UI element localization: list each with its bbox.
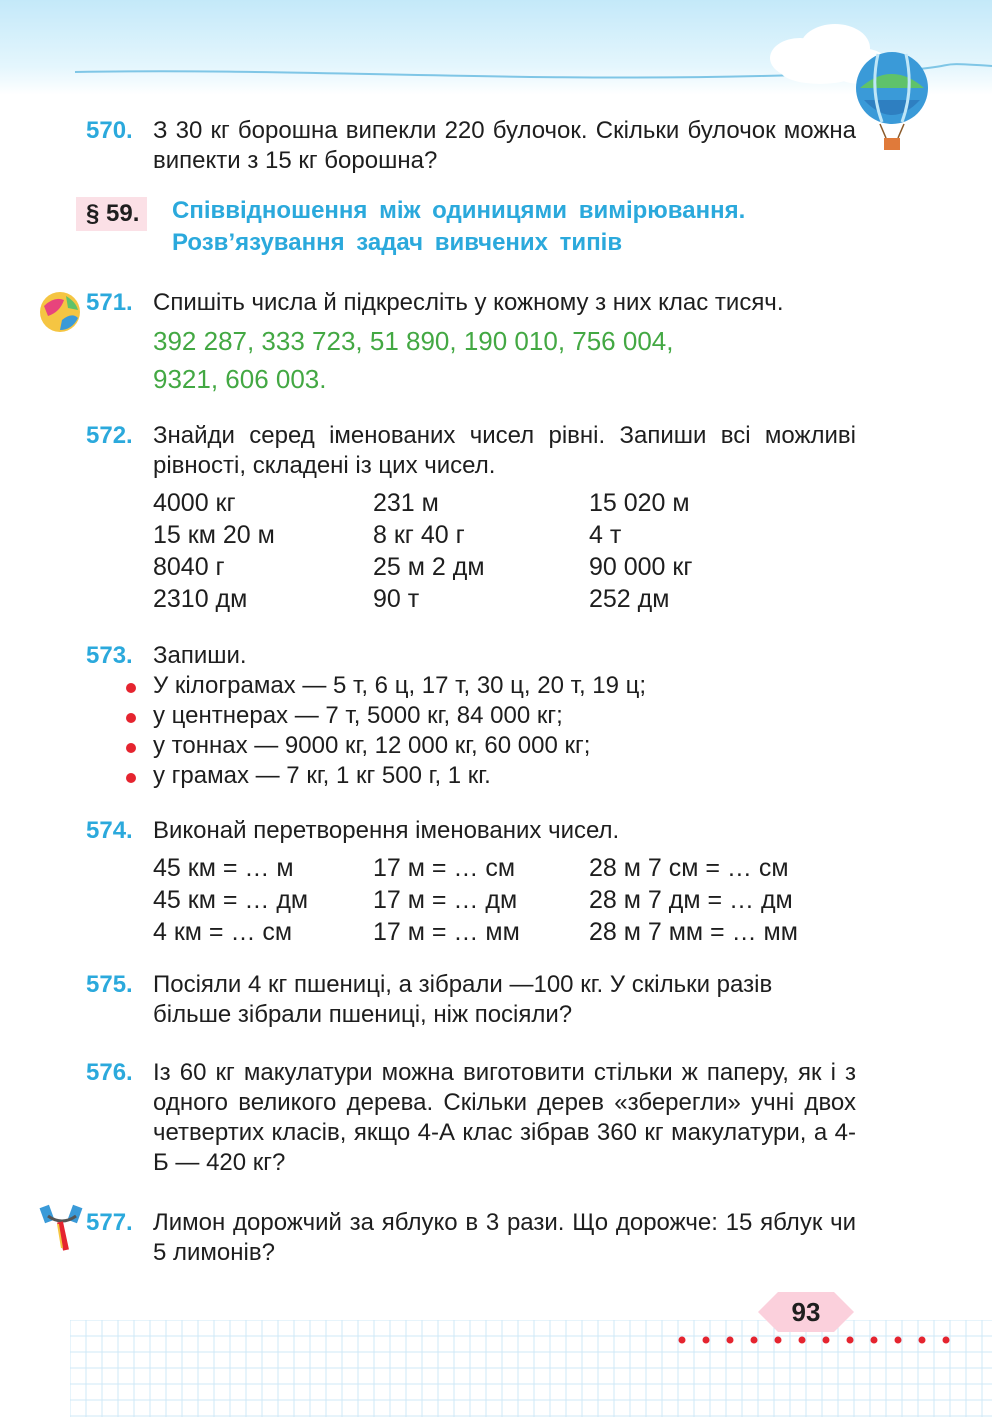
problem-577 bbox=[86, 1208, 856, 1268]
section-title-line2: Розв’язування задач вивчених типів bbox=[172, 229, 623, 256]
table-cell: 45 км = … дм bbox=[153, 886, 309, 914]
problem-575 bbox=[86, 970, 856, 1030]
section-header bbox=[76, 195, 876, 259]
globe-icon bbox=[38, 290, 82, 334]
problem-text: Лимон дорожчий за яблуко в 3 рази. Що дорожче: 15 яблук чи 5 лимонів? bbox=[153, 1209, 856, 1266]
grid-background bbox=[70, 1320, 992, 1417]
problem-574 bbox=[86, 816, 856, 948]
table-cell: 15 км 20 м bbox=[153, 521, 275, 549]
list-item bbox=[126, 761, 856, 791]
table-cell: 25 м 2 дм bbox=[373, 553, 485, 581]
quantities-table bbox=[153, 487, 856, 615]
bullet-icon bbox=[126, 713, 136, 723]
table-cell: 15 020 м bbox=[589, 489, 690, 517]
list-item-text: У кілограмах — 5 т, 6 ц, 17 т, 30 ц, 20 т, 19 ц; bbox=[153, 672, 647, 699]
problem-number: 570. bbox=[86, 117, 133, 144]
list-item bbox=[126, 671, 856, 701]
section-title-line1: Співвідношення між одиницями вимірювання. bbox=[172, 197, 746, 224]
tool-icon bbox=[38, 1200, 86, 1256]
list-item-text: у тоннах — 9000 кг, 12 000 кг, 60 000 кг; bbox=[153, 732, 591, 759]
table-cell: 8 кг 40 г bbox=[373, 521, 465, 549]
table-cell: 90 т bbox=[373, 585, 420, 613]
problem-number: 571. bbox=[86, 289, 133, 316]
conversion-table bbox=[153, 852, 856, 948]
problem-text: Запиши. bbox=[153, 642, 247, 669]
problem-572 bbox=[86, 421, 856, 615]
list-item bbox=[126, 731, 856, 761]
list-item bbox=[126, 701, 856, 731]
table-cell: 17 м = … дм bbox=[373, 886, 518, 914]
section-number-badge: § 59. bbox=[76, 197, 147, 231]
problem-number: 577. bbox=[86, 1209, 133, 1236]
problem-text: Із 60 кг макулатури можна виготовити стільки ж паперу, як і з одного великого дерева. Скільки дерев «зберегли» учні двох четвертих класів, якщо 4-А клас зібрав 360 кг макулатури, а 4-Б — 420 кг? bbox=[153, 1059, 856, 1176]
bullet-list bbox=[126, 671, 856, 791]
table-cell: 8040 г bbox=[153, 553, 225, 581]
bullet-icon bbox=[126, 683, 136, 693]
numbers-line-1: 392 287, 333 723, 51 890, 190 010, 756 004, bbox=[153, 326, 674, 356]
table-cell: 90 000 кг bbox=[589, 553, 693, 581]
list-item-text: у грамах — 7 кг, 1 кг 500 г, 1 кг. bbox=[153, 762, 491, 789]
table-cell: 2310 дм bbox=[153, 585, 248, 613]
table-cell: 28 м 7 мм = … мм bbox=[589, 918, 798, 946]
problem-576 bbox=[86, 1058, 856, 1178]
numbers-line-2: 9321, 606 003. bbox=[153, 364, 327, 394]
problem-number: 574. bbox=[86, 817, 133, 844]
problem-570 bbox=[86, 116, 856, 176]
table-cell: 231 м bbox=[373, 489, 439, 517]
problem-number: 575. bbox=[86, 971, 133, 998]
table-row bbox=[153, 519, 856, 551]
problem-text: Спишіть числа й підкресліть у кожному з них клас тисяч. bbox=[153, 289, 784, 316]
table-row bbox=[153, 583, 856, 615]
bullet-icon bbox=[126, 773, 136, 783]
table-cell: 252 дм bbox=[589, 585, 670, 613]
table-row bbox=[153, 884, 856, 916]
problem-text: Знайди серед іменованих чисел рівні. Запиши всі можливі рівності, складені із цих чисел. bbox=[153, 422, 856, 479]
page-number: 93 bbox=[791, 1297, 821, 1327]
problem-573 bbox=[86, 641, 856, 791]
table-cell: 4 т bbox=[589, 521, 622, 549]
table-cell: 28 м 7 см = … см bbox=[589, 854, 789, 882]
table-cell: 17 м = … мм bbox=[373, 918, 520, 946]
table-row bbox=[153, 916, 856, 948]
problem-number: 572. bbox=[86, 422, 133, 449]
table-cell: 4000 кг bbox=[153, 489, 236, 517]
table-row bbox=[153, 551, 856, 583]
problem-text: З 30 кг борошна випекли 220 булочок. Скільки булочок можна випекти з 15 кг борошна? bbox=[153, 117, 856, 174]
problem-571 bbox=[86, 288, 856, 398]
bullet-icon bbox=[126, 743, 136, 753]
table-row bbox=[153, 487, 856, 519]
hot-air-balloon-icon bbox=[850, 50, 940, 160]
problem-number: 573. bbox=[86, 642, 133, 669]
table-cell: 17 м = … см bbox=[373, 854, 516, 882]
table-cell: 28 м 7 дм = … дм bbox=[589, 886, 793, 914]
list-item-text: у центнерах — 7 т, 5000 кг, 84 000 кг; bbox=[153, 702, 563, 729]
problem-text: Виконай перетворення іменованих чисел. bbox=[153, 817, 620, 844]
table-cell: 4 км = … см bbox=[153, 918, 293, 946]
problem-number: 576. bbox=[86, 1059, 133, 1086]
table-row bbox=[153, 852, 856, 884]
problem-text: Посіяли 4 кг пшениці, а зібрали —100 кг. У скільки разів більше зібрали пшениці, ніж посіяли? bbox=[153, 971, 773, 1028]
table-cell: 45 км = … м bbox=[153, 854, 294, 882]
